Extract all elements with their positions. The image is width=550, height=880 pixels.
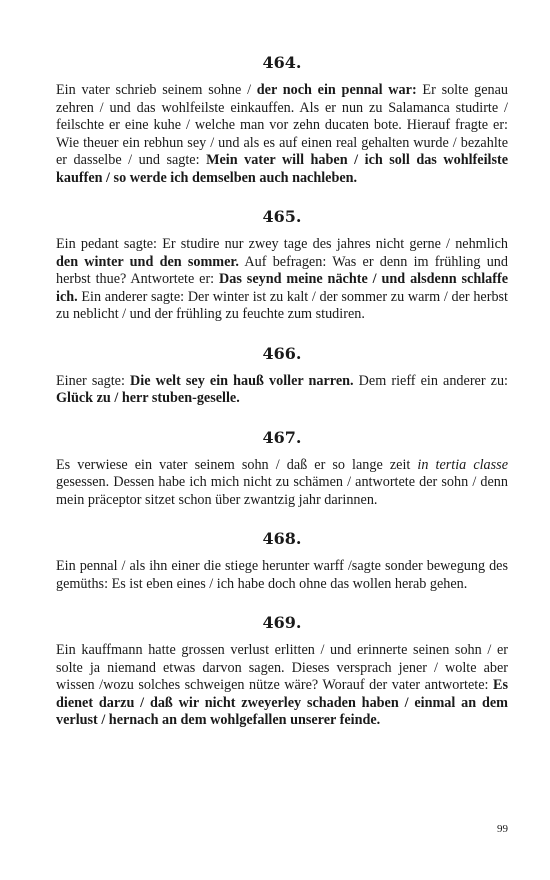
entry-number: 465.: [262, 207, 302, 226]
page-body: [56, 52, 508, 749]
entry-number: 468.: [262, 529, 302, 548]
entry-number: 464.: [262, 53, 302, 72]
text-segment-bold: den winter und den sommer.: [56, 253, 239, 270]
text-segment-bold: Glück zu / herr stuben-geselle.: [56, 390, 240, 406]
entry-465: [56, 206, 508, 324]
text-segment: Auf befragen: Was er denn im frühling und herbst thue? Antwortete er:: [56, 253, 508, 287]
text-segment-italic: in tertia classe: [417, 456, 508, 473]
entry-number: 466.: [262, 343, 302, 363]
page-number: 99: [497, 823, 508, 835]
entry-number: 469.: [262, 613, 302, 632]
entry-468: [56, 528, 508, 593]
text-segment: Ein anderer sagte: Der winter ist zu kalt / der sommer zu warm / der herbst zu neblicht / und der frühling zu feuchte zum studiren.: [56, 288, 508, 322]
text-segment: gesessen. Dessen habe ich mich nicht zu schämen / antwortete der sohn / denn mein präceptor sitzet schon über zwantzig jahr darinnen.: [56, 474, 508, 508]
entry-466: [56, 343, 508, 408]
text-segment-bold: Mein vater will haben / ich soll das wohlfeilste kauffen / so werde ich demselben auch nachleben.: [56, 152, 508, 186]
entry-text: [56, 82, 508, 187]
entry-text: [56, 236, 508, 324]
entry-number: 467.: [262, 427, 302, 447]
entry-text: [56, 457, 508, 510]
text-segment: Es verwiese ein vater seinem sohn / daß er so lange zeit: [56, 456, 418, 473]
text-segment-bold: Die welt sey ein hauß voller narren.: [130, 372, 354, 389]
text-segment: Dem rieff ein anderer zu:: [353, 372, 508, 389]
entry-464: [56, 52, 508, 187]
text-segment: Er solte genau zehren / und das wohlfeilste einkauffen. Als er nun zu Salamanca studirte / feilschte er eine kuhe / welche man vor zehn ducaten bote. Hierauf fragte er: Wie theuer ein rebhun sey / und als es auf einen real gehalten wurde / bezahlte er dasselbe / und sagte:: [56, 82, 508, 168]
entry-469: [56, 612, 508, 730]
text-segment: Ein pennal / als ihn einer die stiege herunter warff /sagte sonder bewegung des gemüths: Es ist eben eines / ich habe doch ohne das wollen herab gehen.: [56, 558, 508, 592]
entry-text: [56, 642, 508, 730]
text-segment: Ein vater schrieb seinem sohne /: [56, 82, 257, 98]
entry-text: [56, 558, 508, 593]
text-segment-bold: der noch ein pennal war:: [256, 82, 417, 98]
entry-text: [56, 373, 508, 408]
text-segment-bold: Das seynd meine nächte / und alsdenn schlaffe ich.: [56, 271, 508, 305]
text-segment-bold: Es dienet darzu / daß wir nicht zweyerley schaden haben / einmal an dem verlust / hernach an dem wohlgefallen unserer feinde.: [56, 677, 508, 728]
text-segment: Ein pedant sagte: Er studire nur zwey tage des jahres nicht gerne / nehmlich: [56, 236, 508, 252]
text-segment: Ein kauffmann hatte grossen verlust erlitten / und erinnerte seinen sohn / er solte ja niemand etwas darvon sagen. Dieses versprach jener / wolte aber wissen /wozu solches schweigen nütze wäre? Worauf der vater antwortete:: [56, 642, 508, 693]
entry-467: [56, 427, 508, 510]
text-segment: Einer sagte:: [56, 372, 131, 389]
